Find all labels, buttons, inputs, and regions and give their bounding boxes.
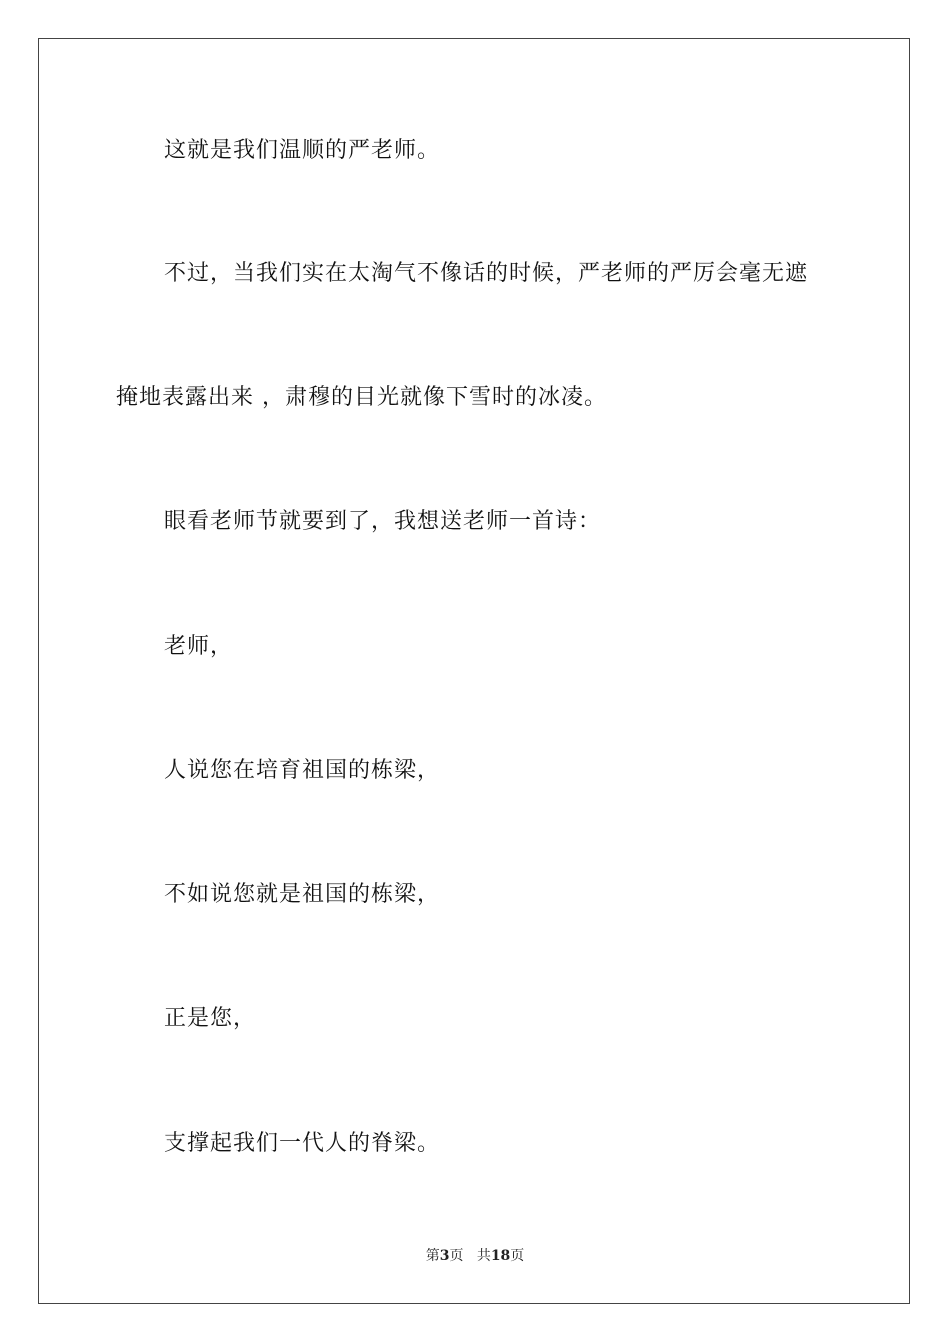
- page-number: 3: [439, 1248, 450, 1264]
- paragraph-line-3: 掩地表露出来 ，肃穆的目光就像下雪时的冰凌。: [116, 385, 607, 410]
- paragraph-line-2: 不过，当我们实在太淘气不像话的时候，严老师的严厉会毫无遮: [164, 261, 809, 286]
- poem-line-3: 不如说您就是祖国的栋梁，: [164, 882, 441, 907]
- poem-line-1: 老师，: [164, 634, 234, 659]
- page-frame: [38, 38, 910, 1304]
- page-prefix: 第: [425, 1248, 440, 1264]
- page-suffix: 页: [449, 1248, 464, 1264]
- poem-line-2: 人说您在培育祖国的栋梁，: [164, 758, 441, 783]
- page-footer: [0, 1246, 950, 1266]
- total-suffix: 页: [510, 1248, 525, 1264]
- poem-line-5: 支撑起我们一代人的脊梁。: [164, 1131, 441, 1156]
- paragraph-line-4: 眼看老师节就要到了，我想送老师一首诗：: [164, 509, 602, 534]
- total-prefix: 共: [476, 1248, 491, 1264]
- total-pages: 18: [490, 1248, 511, 1264]
- poem-line-4: 正是您，: [164, 1006, 257, 1031]
- paragraph-line-1: 这就是我们温顺的严老师。: [164, 138, 441, 163]
